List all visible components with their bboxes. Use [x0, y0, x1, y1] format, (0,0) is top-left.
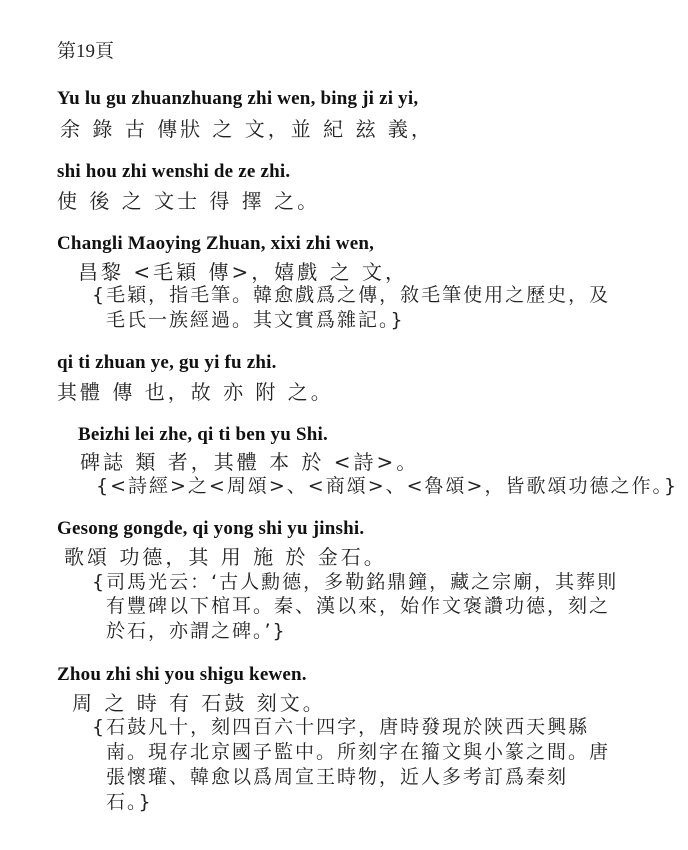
pinyin-line: Gesong gongde, qi yong shi yu jinshi. [57, 518, 365, 539]
annotation-line: {毛穎，指毛筆。韓愈戲爲之傳，敘毛筆使用之歷史，及 [92, 284, 611, 306]
pinyin-line: Beizhi lei zhe, qi ti ben yu Shi. [78, 424, 328, 445]
annotation-line: 張懷瓘、韓愈以爲周宣王時物，近人多考訂爲秦刻 [106, 766, 569, 788]
pinyin-line: qi ti zhuan ye, gu yi fu zhi. [57, 352, 277, 373]
pinyin-line: Changli Maoying Zhuan, xixi zhi wen, [57, 233, 375, 254]
annotation-line: {司馬光云：‘古人勳德，多勒銘鼎鐘，藏之宗廟，其葬則 [92, 571, 619, 593]
pinyin-line: Zhou zhi shi you shigu kewen. [57, 664, 307, 685]
annotation-line: {石鼓凡十，刻四百六十四字，唐時發現於陝西天興縣 [92, 716, 590, 738]
annotation-line: 南。現存北京國子監中。所刻字在籀文與小篆之間。唐 [106, 741, 611, 763]
chinese-line: 余 錄 古 傳狀 之 文，並 紀 玆 義， [60, 117, 434, 141]
chinese-line: 周 之 時 有 石鼓 刻文。 [72, 691, 326, 715]
page-number: 第19頁 [57, 41, 115, 62]
annotation-line: 石。} [106, 791, 153, 813]
chinese-line: 其體 傳 也，故 亦 附 之。 [57, 380, 334, 404]
annotation-line: 毛氏一族經過。其文實爲雜記。} [106, 309, 405, 331]
annotation-line: 於石，亦謂之碑。’} [106, 620, 287, 642]
pinyin-line: shi hou zhi wenshi de ze zhi. [57, 161, 291, 182]
chinese-line: 昌黎 <毛穎 傳>，嬉戲 之 文， [78, 260, 408, 284]
chinese-line: 碑誌 類 者，其體 本 於 <詩>。 [80, 450, 420, 474]
chinese-line: 歌頌 功德，其 用 施 於 金石。 [64, 545, 387, 569]
chinese-line: 使 後 之 文士 得 擇 之。 [57, 189, 321, 213]
pinyin-line: Yu lu gu zhuanzhuang zhi wen, bing ji zi yi, [57, 88, 419, 109]
annotation-line: {<詩經>之<周頌>、<商頌>、<魯頌>，皆歌頌功德之作。} [96, 475, 679, 497]
annotation-line: 有豐碑以下棺耳。秦、漢以來，始作文褒讚功德，刻之 [106, 595, 611, 617]
